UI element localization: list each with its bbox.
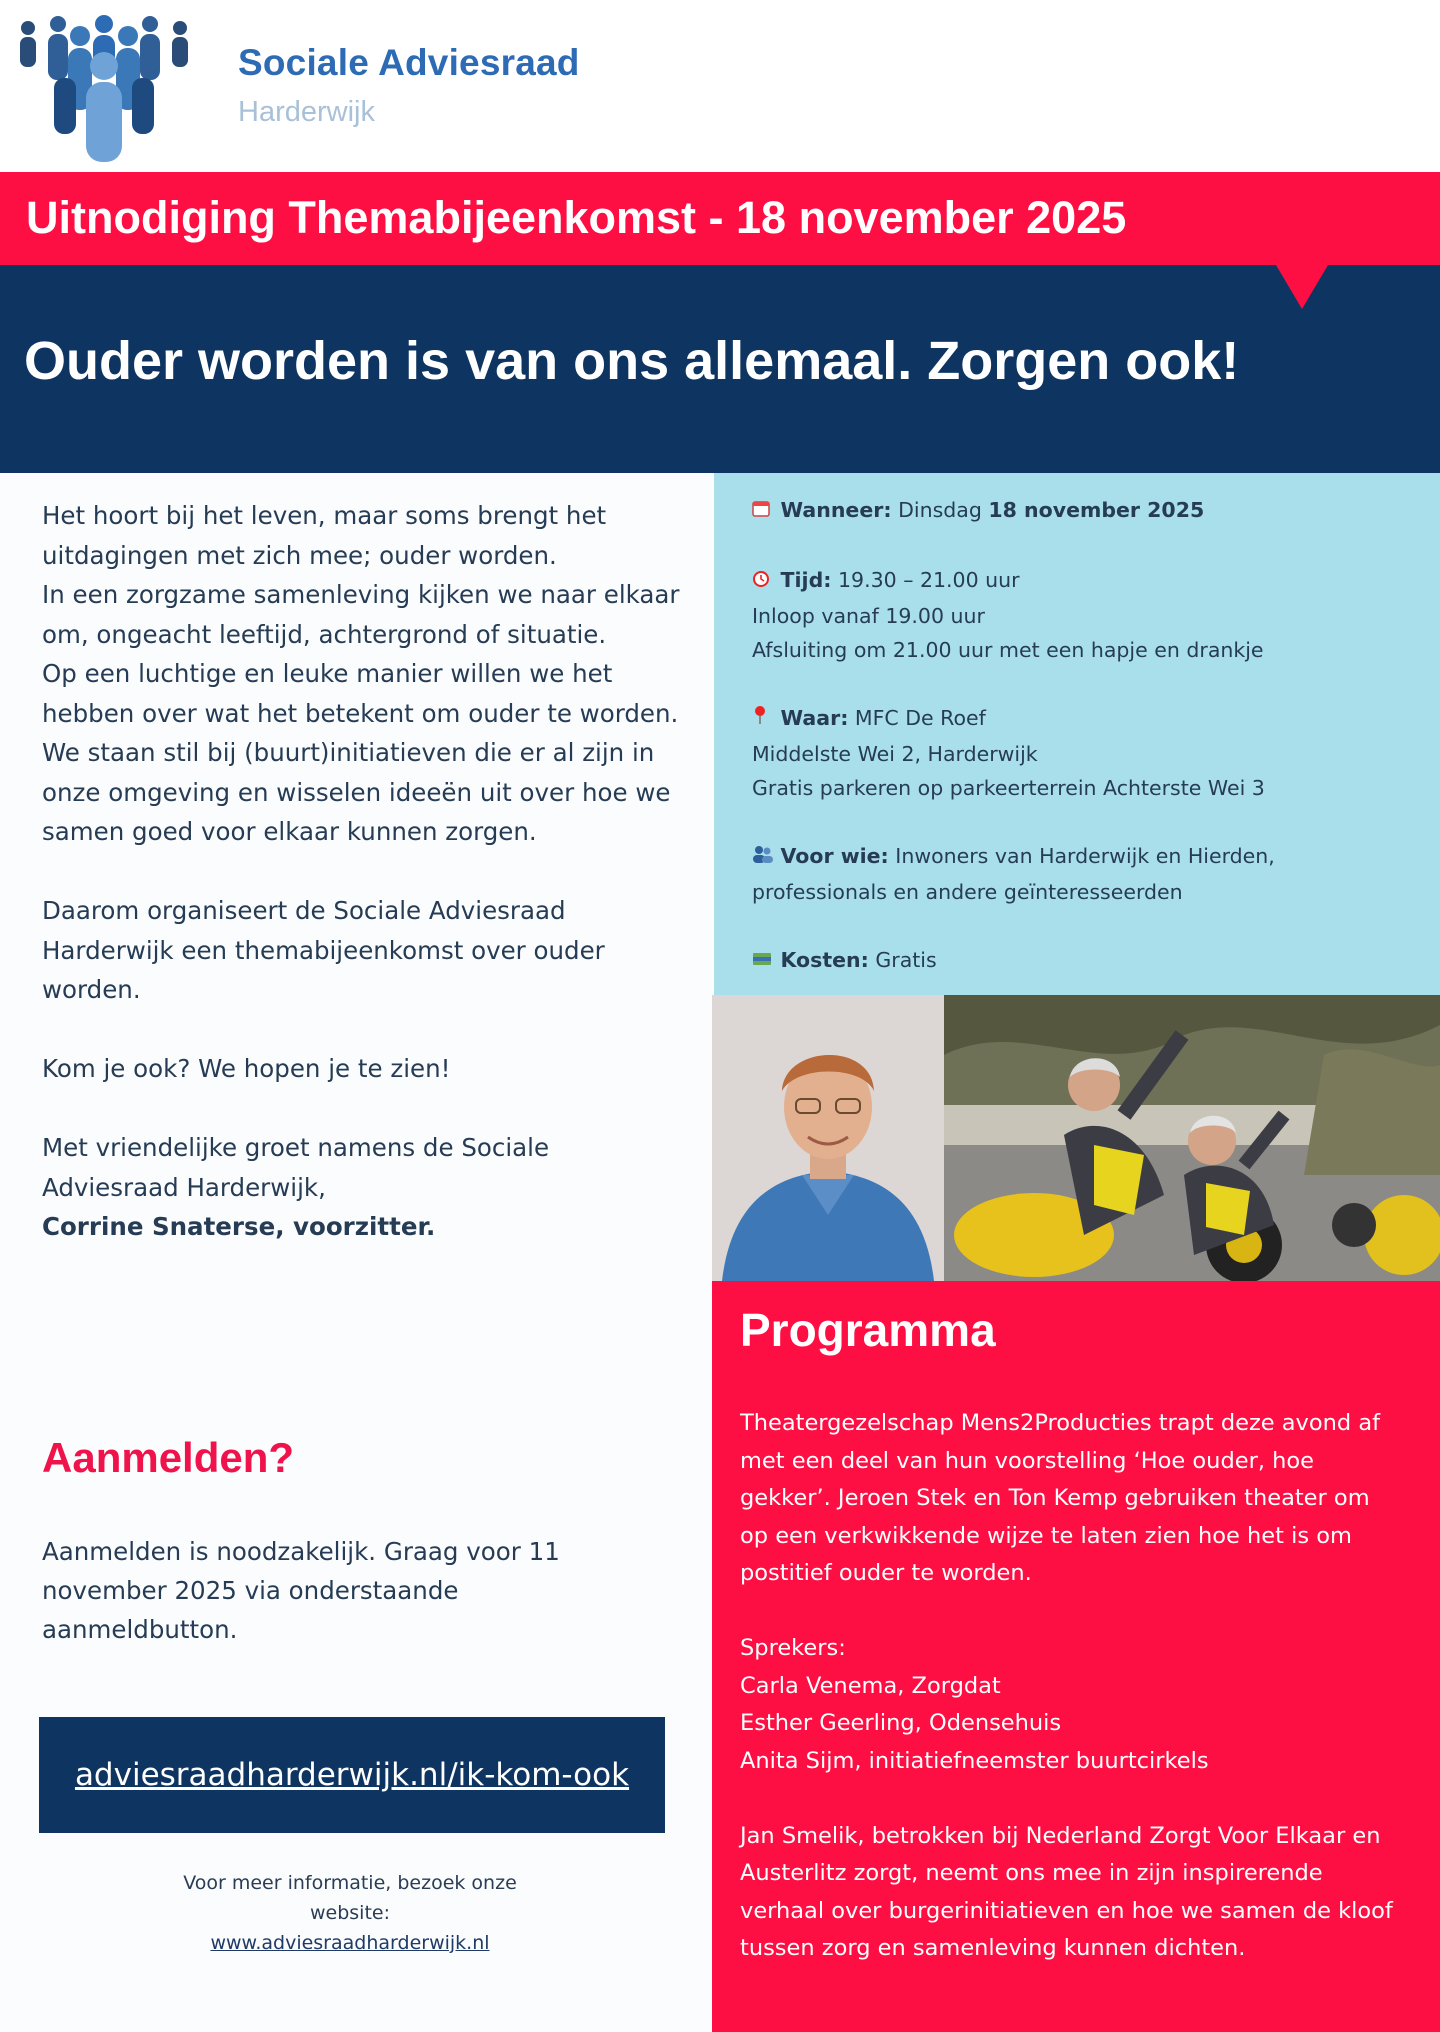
who-value: Inwoners van Harderwijk en Hierden, professionals en andere geïnteresseerden [752,844,1275,904]
banner-notch-decoration [1276,265,1328,309]
time-walk-in: Inloop vanaf 19.00 uur [752,604,985,628]
cost-value: Gratis [875,948,937,972]
org-city: Harderwijk [238,96,375,128]
header [0,0,1440,172]
intro-paragraph: In een zorgzame samenleving kijken we naar elkaar om, ongeacht leeftijd, achtergrond of situatie. [42,580,680,649]
programma-paragraph: Jan Smelik, betrokken bij Nederland Zorgt Voor Elkaar en Austerlitz zorgt, neemt ons mee in zijn inspirerende verhaal over burgerinitiatieven en hoe we samen de kloof tussen zorg en samenleving kunnen dichten. [740,1822,1393,1961]
theatre-group-trike-photo [944,995,1440,1281]
when-date: 18 november 2025 [988,498,1205,522]
who-block [752,839,1414,909]
where-parking: Gratis parkeren op parkeerterrein Achterste Wei 3 [752,776,1265,800]
speaker-item: Esther Geerling, Odensehuis [740,1710,1062,1736]
intro-paragraph: Kom je ook? We hopen je te zien! [42,1054,451,1083]
speaker-portrait-photo [712,995,944,1281]
speaker-item: Carla Venema, Zorgdat [740,1672,1001,1699]
time-closing: Afsluiting om 21.00 uur met een hapje en drankje [752,638,1264,662]
more-info-text: Voor meer informatie, bezoek onze website: [183,1872,517,1924]
programma-section [712,1281,1440,2032]
people-icon [752,841,774,875]
aanmelden-text: Aanmelden is noodzakelijk. Graag voor 11 november 2025 via onderstaande aanmeldbutton. [42,1537,560,1644]
who-label: Voor wie: [780,844,889,868]
alarm-clock-icon [752,565,774,599]
intro-text [42,496,682,1247]
signature: Corrine Snaterse, voorzitter. [42,1212,436,1241]
people-group-logo-icon [18,14,190,164]
where-label: Waar: [780,706,849,730]
closing-greeting: Met vriendelijke groet namens de Sociale Adviesraad Harderwijk, [42,1133,550,1202]
aanmelden-heading: Aanmelden? [42,1434,295,1481]
intro-paragraph: Op een luchtige en leuke manier willen we het hebben over wat het betekent om ouder te worden. [42,659,679,728]
speaker-item: Anita Sijm, initiatiefneemster buurtcirkels [740,1747,1209,1774]
when-day: Dinsdag [898,498,982,522]
org-name: Sociale Adviesraad [238,42,580,83]
event-details [714,473,1440,995]
programma-heading: Programma [740,1304,996,1356]
cost-block [752,943,1414,979]
photos [712,995,1440,1281]
intro-paragraph: Het hoort bij het leven, maar soms brengt het uitdagingen met zich mee; ouder worden. [42,501,607,570]
money-icon [752,945,774,979]
website-link[interactable]: www.adviesraadharderwijk.nl [210,1932,490,1954]
register-link[interactable]: adviesraadharderwijk.nl/ik-kom-ook [74,1757,630,1793]
programma-paragraph: Theatergezelschap Mens2Producties trapt deze avond af met een deel van hun voorstelling ‘Hoe ouder, hoe gekker’. Jeroen Stek en Ton Kemp gebruiken theater om op een verkwikkende wijze te laten zien hoe het is om postitief ouder te worden. [740,1410,1381,1586]
speakers-label: Sprekers: [740,1635,846,1661]
when-label: Wanneer: [780,498,892,522]
pin-icon [752,703,774,737]
where-block [752,701,1414,805]
where-value: MFC De Roef [854,706,986,730]
where-address: Middelste Wei 2, Harderwijk [752,742,1038,766]
when-block [752,493,1414,529]
headline: Ouder worden is van ons allemaal. Zorgen ook! [24,331,1240,391]
cost-label: Kosten: [780,948,869,972]
time-block [752,563,1414,667]
time-label: Tijd: [780,568,832,592]
programma-body [740,1405,1400,1968]
time-value: 19.30 – 21.00 uur [837,568,1020,592]
intro-paragraph: We staan stil bij (buurt)initiatieven die er al zijn in onze omgeving en wisselen ideeën uit over hoe we samen goed voor elkaar kunnen zorgen. [42,738,671,846]
invite-title: Uitnodiging Themabijeenkomst - 18 november 2025 [26,192,1127,243]
intro-paragraph: Daarom organiseert de Sociale Adviesraad Harderwijk een themabijeenkomst over ouder worden. [42,896,605,1004]
calendar-icon [752,495,774,529]
more-info [150,1868,550,1958]
register-button[interactable] [39,1717,665,1833]
